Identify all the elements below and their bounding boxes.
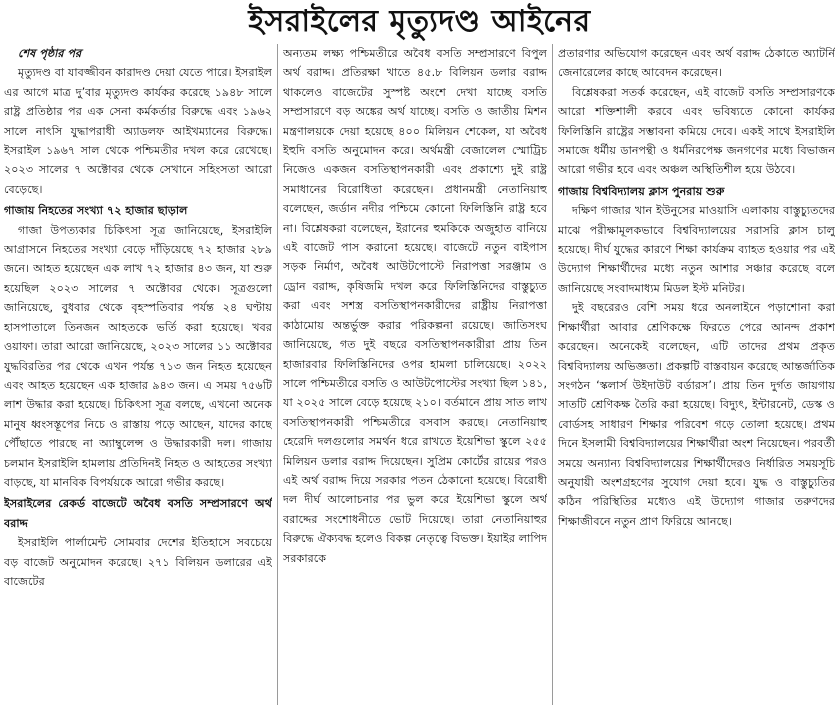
column-divider <box>552 44 553 705</box>
headline: ইসরাইলের মৃত্যুদণ্ড আইনের <box>248 4 591 39</box>
paragraph: প্রতারণার অভিযোগ করেছেন এবং অর্থ বরাদ্দ ঠেকাতে অ্যাটর্নি জেনারেলের কাছে আবেদন করেছেন। <box>558 47 835 80</box>
subheading-gaza-university: গাজায় বিশ্ববিদ্যালয় ক্লাস পুনরায় শুরু <box>558 184 725 198</box>
paragraph: মৃত্যুদণ্ড বা যাবজ্জীবন কারাদণ্ড দেয়া যেতে পারে। ইসরাইল এর আগে মাত্র দু’বার মৃত্যুদণ্ড কার্যকর করেছে ১৯৪৮ সালে রাষ্ট্র প্রতিষ্ঠার পর এক সেনা কর্মকর্তার বিরুদ্ধে এবং ১৯৬২ সালে নাৎসি যুদ্ধাপরাধী অ্যাডলফ আইখম্যানের বিরুদ্ধে। ইসরাইল ১৯৬৭ সাল থেকে পশ্চিমতীর দখল করে রেখেছে। ২০২৩ সালের ৭ অক্টোবর থেকে সেখানে সহিংসতা আরো বেড়েছে। <box>4 66 272 196</box>
subheading-record-budget: ইসরাইলের রেকর্ড বাজেটে অবৈধ বসতি সম্প্রসারণে অর্থ বরাদ্দ <box>4 497 272 530</box>
continuation-label: শেষ পৃষ্ঠার পর <box>18 47 82 60</box>
paragraph: বিশ্লেষকরা সতর্ক করেছেন, এই বাজেট বসতি সম্প্রসারণকে আরো শক্তিশালী করবে এবং ভবিষ্যতে কোনো কার্যকর ফিলিস্তিনি রাষ্ট্রের সম্ভাবনা কমিয়ে দেবে। একই সাথে ইসরাইলি সমাজে ধর্মীয় ডানপন্থী ও ধর্মনিরপেক্ষ জনগণের মধ্যে বিভাজন আরো গভীর হবে এবং অঞ্চল অস্থিতিশীল হয়ে উঠবে। <box>558 85 835 177</box>
article-column-3 <box>558 44 835 707</box>
paragraph: দক্ষিণ গাজার খান ইউনুসের মাওয়াসি এলাকায় বাস্তুচ্যুতদের মাঝে পরীক্ষামূলকভাবে বিশ্ববিদ্যালয়ের সরাসরি ক্লাস চালু হয়েছে। দীর্ঘ যুদ্ধের কারণে শিক্ষা কার্যক্রম ব্যাহত হওয়ার পর এই উদ্যোগ শিক্ষার্থীদের মধ্যে নতুন আশার সঞ্চার করেছে বলে জানিয়েছে সংবাদমাধ্যম মিডল ইস্ট মনিটর। <box>558 204 835 295</box>
subheading-gaza-death-toll: গাজায় নিহতের সংখ্যা ৭২ হাজার ছাড়াল <box>4 204 188 218</box>
paragraph: অন্যতম লক্ষ্য পশ্চিমতীরে অবৈধ বসতি সম্প্রসারণে বিপুল অর্থ বরাদ্দ। প্রতিরক্ষা খাতে ৪৫.৮ বিলিয়ন ডলার বরাদ্দ থাকলেও বাজেটের সুস্পষ্ট অংশে দেখা যাচ্ছে বসতি সম্প্রসারণে বড় অঙ্কের অর্থ যাচ্ছে। বসতি ও জাতীয় মিশন মন্ত্রণালয়কে দেয়া হয়েছে ৪০০ মিলিয়ন শেকেল, যা অবৈধ ইহুদি বসতি অনুমোদন করে। অর্থমন্ত্রী বেজালেল স্মোট্রিচ নিজেও একজন বসতিস্থাপনকারী এবং প্রকাশ্যে দুই রাষ্ট্র সমাধানের বিরোধিতা করেছেন। প্রধানমন্ত্রী নেতানিয়াহু বলেছেন, জর্ডান নদীর পশ্চিমে কোনো ফিলিস্তিনি রাষ্ট্র হবে না। বিশ্লেষকরা বলেছেন, ইরানের হুমকিকে অজুহাত বানিয়ে এই বাজেট পাস করানো হয়েছে। বাজেটে নতুন বাইপাস সড়ক নির্মাণ, অবৈধ আউটপোস্টে নিরাপত্তা সরঞ্জাম ও ড্রোন বরাদ্দ, কৃষিজমি দখল করে ফিলিস্তিনিদের বাস্তুচ্যুত করা এবং সশস্ত্র বসতিস্থাপনকারীদের রাষ্ট্রীয় নিরাপত্তা কাঠামোয় অন্তর্ভুক্ত করার পরিকল্পনা রয়েছে। জাতিসংঘ জানিয়েছে, গত দুই বছরে বসতিস্থাপনকারীরা প্রায় তিন হাজারবার ফিলিস্তিনিদের ওপর হামলা চালিয়েছে। ২০২২ সালে পশ্চিমতীরে বসতি ও আউটপোস্টের সংখ্যা ছিল ১৪১, যা ২০২৫ সালে বেড়ে হয়েছে ২১০। বর্তমানে প্রায় সাত লাখ বসতিস্থাপনকারী পশ্চিমতীরে বসবাস করছে। নেতানিয়াহু হেরেদি দলগুলোর সমর্থন ধরে রাখতে ইয়েশিভা স্কুলে ২৫৫ মিলিয়ন ডলার বরাদ্দ দিয়েছেন। সুপ্রিম কোর্টের রায়ের পরও এই অর্থ বরাদ্দ দিয়ে সরকার পতন ঠেকানো হয়েছে। বিরোধী দল দীর্ঘ আলোচনার পর ভুল করে ইয়েশিভা স্কুলে অর্থ বরাদ্দের সংশোধনীতে ভোট দিয়েছে। তারা নেতানিয়াহুর বিরুদ্ধে ঐক্যবদ্ধ হলেও বিকল্প নেতৃত্বে বিভক্ত। ইয়াইর লাপিদ সরকারকে <box>283 47 547 565</box>
article-column-1 <box>4 44 272 707</box>
paragraph: ইসরাইলি পার্লামেন্ট সোমবার দেশের ইতিহাসে সবচেয়ে বড় বাজেট অনুমোদন করেছে। ২৭১ বিলিয়ন ডলারের এই বাজেটের <box>4 536 272 588</box>
paragraph: গাজা উপত্যকার চিকিৎসা সূত্র জানিয়েছে, ইসরাইলি আগ্রাসনে নিহতের সংখ্যা বেড়ে দাঁড়িয়েছে ৭২ হাজার ২৮৯ জনে। আহত হয়েছেন এক লাখ ৭২ হাজার ৪৩ জন, যা শুরু হয়েছিল ২০২৩ সালের ৭ অক্টোবর থেকে। সূত্রগুলো জানিয়েছে, বুধবার থেকে বৃহস্পতিবার পর্যন্ত ২৪ ঘণ্টায় হাসপাতালে তিনজন আহতকে ভর্তি করা হয়েছে। খবর ওয়াফা। তারা আরো জানিয়েছে, ২০২৩ সালের ১১ অক্টোবর যুদ্ধবিরতির পর থেকে এখন পর্যন্ত ৭১৩ জন নিহত হয়েছেন এবং আহত হয়েছেন এক হাজার ৯৪৩ জন। এ সময় ৭৫৬টি লাশ উদ্ধার করা হয়েছে। চিকিৎসা সূত্র বলছে, এখনো অনেক মানুষ ধ্বংসস্তূপের নিচে ও রাস্তায় পড়ে আছেন, যাদের কাছে পৌঁছাতে পারছে না অ্যাম্বুলেন্স ও উদ্ধারকারী দল। গাজায় চলমান ইসরাইলি হামলায় প্রতিদিনই নিহত ও আহতের সংখ্যা বাড়ছে, যা মানবিক বিপর্যয়কে আরো গভীর করছে। <box>4 223 272 489</box>
article-column-2 <box>283 44 547 707</box>
column-divider <box>277 44 278 705</box>
paragraph: দুই বছরেরও বেশি সময় ধরে অনলাইনে পড়াশোনা করা শিক্ষার্থীরা আবার শ্রেণিকক্ষে ফিরতে পেরে আনন্দ প্রকাশ করেছেন। অনেকেই বলেছেন, এটি তাদের প্রথম প্রকৃত বিশ্ববিদ্যালয় অভিজ্ঞতা। প্রকল্পটি বাস্তবায়ন করেছে আন্তর্জাতিক সংগঠন ‘স্কলার্স উইদাউট বর্ডারস’। প্রায় তিন দুর্গত জায়গায় সাতটি শ্রেণিকক্ষ তৈরি করা হয়েছে। বিদ্যুৎ, ইন্টারনেট, ডেস্ক ও বোর্ডসহ সাধারণ শিক্ষার পরিবেশ গড়ে তোলা হয়েছে। প্রথম দিনে ইসলামী বিশ্ববিদ্যালয়ের শিক্ষার্থীরা অংশ নিয়েছেন। পরবর্তী সময়ে অন্যান্য বিশ্ববিদ্যালয়ের শিক্ষার্থীদেরও নির্ধারিত সময়সূচি অনুযায়ী অংশগ্রহণের সুযোগ দেয়া হবে। যুদ্ধ ও বাস্তুচ্যুতির কঠিন পরিস্থিতির মধ্যেও এই উদ্যোগ গাজার তরুণদের শিক্ষাজীবনে নতুন প্রাণ ফিরিয়ে আনছে। <box>558 301 835 528</box>
